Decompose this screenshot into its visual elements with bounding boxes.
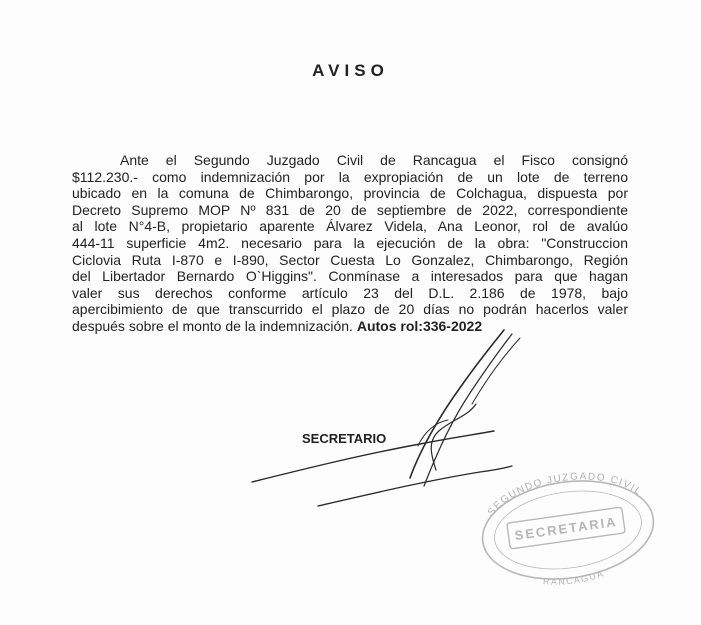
body-line: valer sus derechos conforme artículo 23 del D.L. 2.186 de 1978, bajo <box>72 284 628 301</box>
body-line: apercibimiento de que transcurrido el plazo de 20 días no podrán hacerlos valer <box>72 301 628 318</box>
body-line: ubicado en la comuna de Chimbarongo, provincia de Colchagua, dispuesta por <box>72 185 628 202</box>
body-last-text: después sobre el monto de la indemnización. <box>72 317 353 334</box>
body-line: del Libertador Bernardo O`Higgins". Conmínase a interesados para que hagan <box>72 268 628 285</box>
notice-title: AVISO <box>312 61 389 80</box>
body-line: Ciclovia Ruta I-870 e I-890, Sector Cuesta Lo Gonzalez, Chimbarongo, Región <box>72 251 628 268</box>
stamp-center-text: SECRETARIA <box>513 513 619 544</box>
notice-body <box>72 152 628 335</box>
stamp-top-text: SEGUNDO JUZGADO CIVIL <box>485 471 645 518</box>
stamp-bottom-text: RANCAGUA <box>542 568 606 587</box>
body-line: Ante el Segundo Juzgado Civil de Rancagua el Fisco consignó <box>120 152 628 168</box>
body-line: Decreto Supremo MOP Nº 831 de 20 de septiembre de 2022, correspondiente <box>72 201 628 218</box>
stamp-outer-ring <box>476 470 660 589</box>
body-line: $112.230.- como indemnización por la expropiación de un lote de terreno <box>72 168 628 185</box>
stamp-inner-ring <box>489 482 646 578</box>
case-number: Autos rol:336-2022 <box>356 317 483 334</box>
stamp-center-box <box>507 507 625 549</box>
body-line: al lote N°4-B, propietario aparente Álvarez Videla, Ana Leonor, rol de avalúo <box>72 218 628 235</box>
body-line: 444-11 superficie 4m2. necesario para la ejecución de la obra: "Construccion <box>72 234 628 251</box>
signatory-label: SECRETARIO <box>302 431 387 446</box>
court-stamp <box>476 470 660 589</box>
handwritten-signature <box>252 330 520 506</box>
body-last-line <box>72 318 628 335</box>
